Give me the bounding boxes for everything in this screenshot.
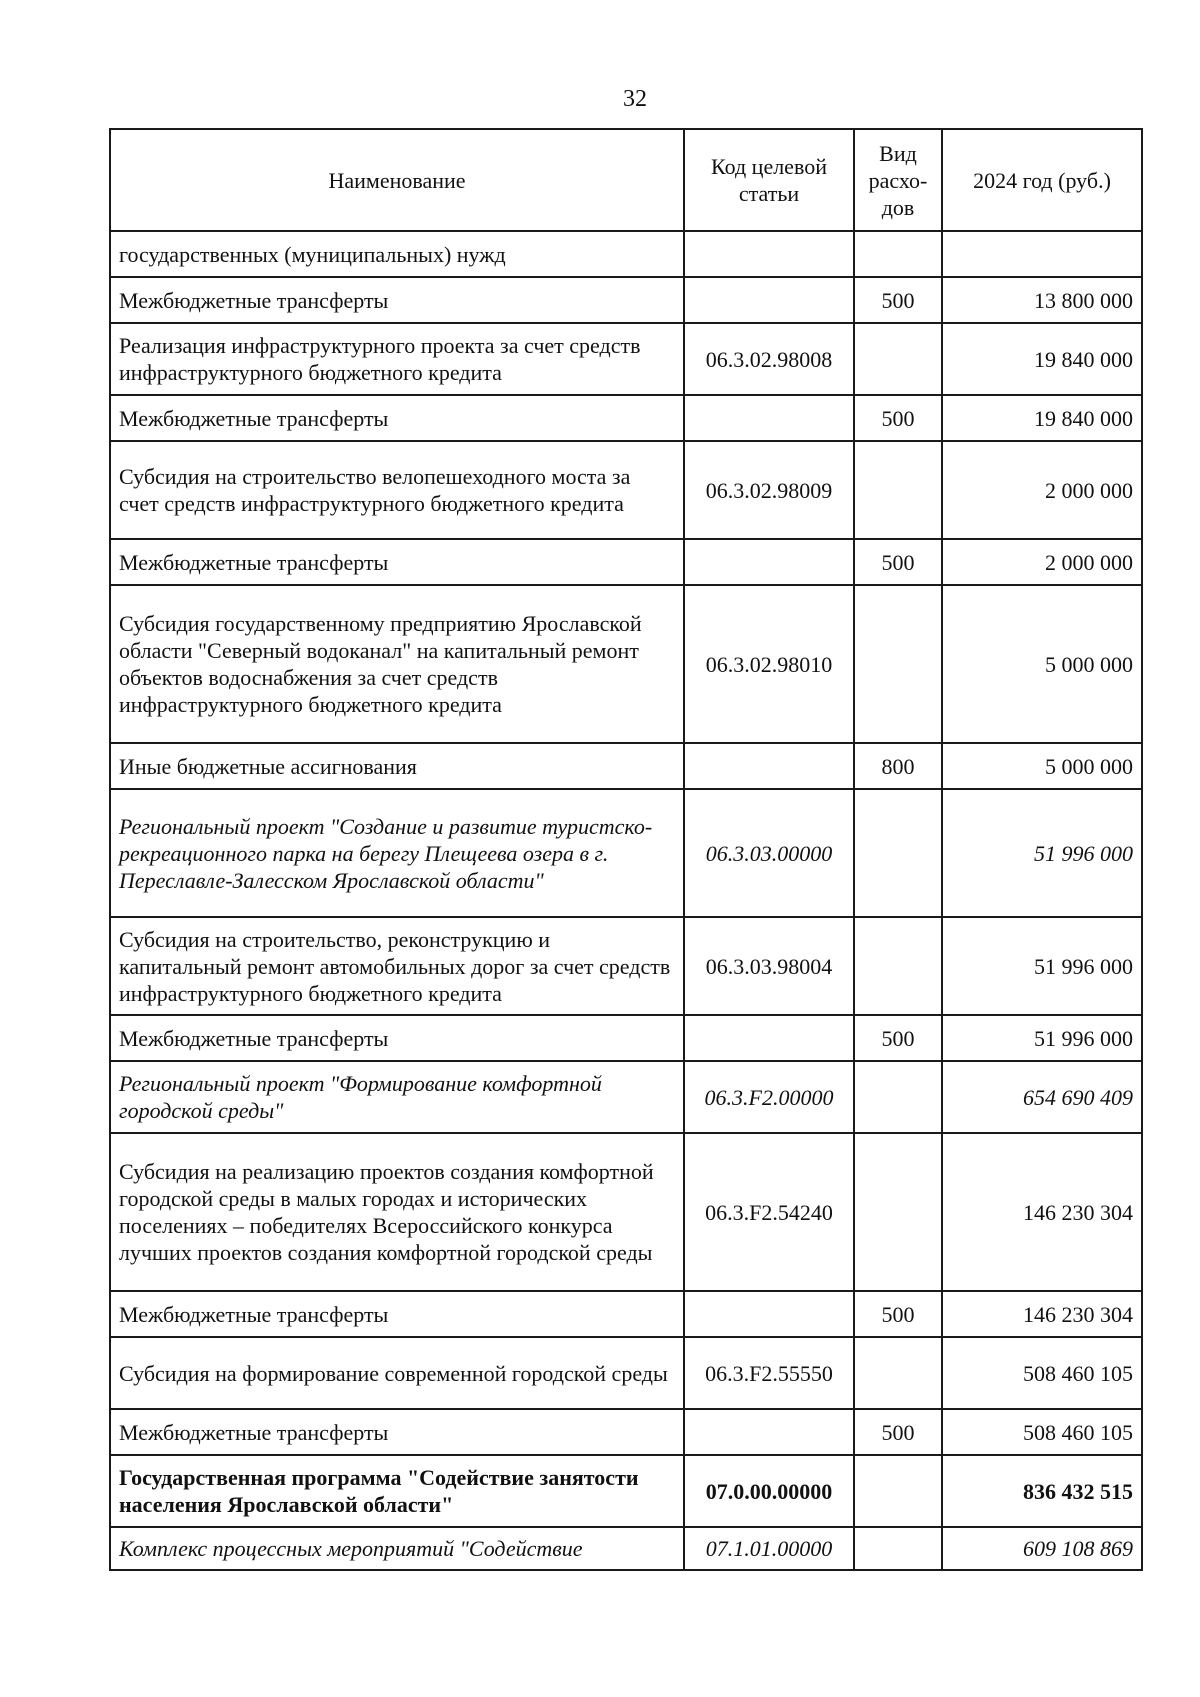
cell-name: Иные бюджетные ассигнования bbox=[110, 743, 684, 789]
table-row bbox=[110, 441, 1142, 539]
cell-type: 500 bbox=[854, 1015, 942, 1061]
table-row bbox=[110, 1527, 1142, 1570]
table-row bbox=[110, 1409, 1142, 1455]
table-row bbox=[110, 323, 1142, 395]
cell-amount: 5 000 000 bbox=[942, 743, 1142, 789]
cell-type: 500 bbox=[854, 539, 942, 585]
table-row bbox=[110, 1291, 1142, 1337]
cell-type: 500 bbox=[854, 1409, 942, 1455]
cell-name: Межбюджетные трансферты bbox=[110, 539, 684, 585]
cell-name: Субсидия на реализацию проектов создания комфортной городской среды в малых городах и исторических поселениях – победителях Всероссийского конкурса лучших проектов создания комфортной городской среды bbox=[110, 1133, 684, 1291]
cell-name: Межбюджетные трансферты bbox=[110, 1291, 684, 1337]
cell-code bbox=[684, 1015, 854, 1061]
table-row bbox=[110, 539, 1142, 585]
table-row bbox=[110, 1337, 1142, 1409]
cell-amount: 654 690 409 bbox=[942, 1061, 1142, 1133]
cell-type bbox=[854, 1133, 942, 1291]
table-row bbox=[110, 1455, 1142, 1527]
cell-type: 500 bbox=[854, 277, 942, 323]
cell-amount: 13 800 000 bbox=[942, 277, 1142, 323]
cell-type bbox=[854, 1337, 942, 1409]
budget-table bbox=[109, 128, 1143, 1571]
cell-name: Межбюджетные трансферты bbox=[110, 277, 684, 323]
cell-type bbox=[854, 585, 942, 743]
cell-amount: 2 000 000 bbox=[942, 441, 1142, 539]
cell-name: Межбюджетные трансферты bbox=[110, 1015, 684, 1061]
cell-amount bbox=[942, 231, 1142, 277]
cell-name: Субсидия на строительство велопешеходного моста за счет средств инфраструктурного бюджетного кредита bbox=[110, 441, 684, 539]
header-amount: 2024 год (руб.) bbox=[942, 129, 1142, 231]
cell-code: 06.3.F2.55550 bbox=[684, 1337, 854, 1409]
cell-name: Региональный проект "Формирование комфортной городской среды" bbox=[110, 1061, 684, 1133]
cell-amount: 51 996 000 bbox=[942, 789, 1142, 917]
header-code: Код целевой статьи bbox=[684, 129, 854, 231]
cell-code: 06.3.F2.54240 bbox=[684, 1133, 854, 1291]
cell-code bbox=[684, 395, 854, 441]
cell-type bbox=[854, 917, 942, 1015]
table-header-row bbox=[110, 129, 1142, 231]
cell-code: 06.3.03.00000 bbox=[684, 789, 854, 917]
cell-name: Межбюджетные трансферты bbox=[110, 395, 684, 441]
table-row bbox=[110, 743, 1142, 789]
table-row bbox=[110, 1015, 1142, 1061]
cell-type bbox=[854, 323, 942, 395]
cell-type: 500 bbox=[854, 1291, 942, 1337]
cell-name: государственных (муниципальных) нужд bbox=[110, 231, 684, 277]
cell-amount: 146 230 304 bbox=[942, 1133, 1142, 1291]
cell-name: Субсидия государственному предприятию Ярославской области "Северный водоканал" на капитальный ремонт объектов водоснабжения за счет средств инфраструктурного бюджетного кредита bbox=[110, 585, 684, 743]
cell-amount: 609 108 869 bbox=[942, 1527, 1142, 1570]
cell-amount: 19 840 000 bbox=[942, 323, 1142, 395]
cell-amount: 508 460 105 bbox=[942, 1337, 1142, 1409]
cell-type bbox=[854, 1061, 942, 1133]
cell-type bbox=[854, 789, 942, 917]
cell-code bbox=[684, 277, 854, 323]
cell-amount: 5 000 000 bbox=[942, 585, 1142, 743]
cell-amount: 508 460 105 bbox=[942, 1409, 1142, 1455]
cell-code: 06.3.02.98010 bbox=[684, 585, 854, 743]
header-name: Наименование bbox=[110, 129, 684, 231]
cell-code bbox=[684, 1291, 854, 1337]
cell-type bbox=[854, 1527, 942, 1570]
cell-code: 06.3.03.98004 bbox=[684, 917, 854, 1015]
cell-type: 500 bbox=[854, 395, 942, 441]
cell-code: 06.3.02.98008 bbox=[684, 323, 854, 395]
cell-code: 07.0.00.00000 bbox=[684, 1455, 854, 1527]
table-row bbox=[110, 395, 1142, 441]
cell-amount: 51 996 000 bbox=[942, 1015, 1142, 1061]
table-row bbox=[110, 585, 1142, 743]
cell-amount: 51 996 000 bbox=[942, 917, 1142, 1015]
cell-type bbox=[854, 231, 942, 277]
cell-code: 06.3.02.98009 bbox=[684, 441, 854, 539]
cell-name: Региональный проект "Создание и развитие туристско-рекреационного парка на берегу Плещеева озера в г. Переславле-Залесском Ярославской области" bbox=[110, 789, 684, 917]
table-row bbox=[110, 789, 1142, 917]
cell-name: Субсидия на строительство, реконструкцию и капитальный ремонт автомобильных дорог за счет средств инфраструктурного бюджетного кредита bbox=[110, 917, 684, 1015]
cell-name: Субсидия на формирование современной городской среды bbox=[110, 1337, 684, 1409]
cell-code bbox=[684, 1409, 854, 1455]
cell-code: 07.1.01.00000 bbox=[684, 1527, 854, 1570]
cell-type: 800 bbox=[854, 743, 942, 789]
table-body bbox=[110, 231, 1142, 1570]
cell-code bbox=[684, 539, 854, 585]
cell-name: Государственная программа "Содействие занятости населения Ярославской области" bbox=[110, 1455, 684, 1527]
cell-amount: 19 840 000 bbox=[942, 395, 1142, 441]
table-row bbox=[110, 1061, 1142, 1133]
cell-code bbox=[684, 743, 854, 789]
cell-amount: 146 230 304 bbox=[942, 1291, 1142, 1337]
cell-name: Межбюджетные трансферты bbox=[110, 1409, 684, 1455]
header-type: Вид расхо-дов bbox=[854, 129, 942, 231]
cell-type bbox=[854, 1455, 942, 1527]
cell-amount: 2 000 000 bbox=[942, 539, 1142, 585]
cell-name: Реализация инфраструктурного проекта за счет средств инфраструктурного бюджетного кредита bbox=[110, 323, 684, 395]
cell-code: 06.3.F2.00000 bbox=[684, 1061, 854, 1133]
table-row bbox=[110, 277, 1142, 323]
table-row bbox=[110, 917, 1142, 1015]
table-row bbox=[110, 1133, 1142, 1291]
table-row bbox=[110, 231, 1142, 277]
cell-name: Комплекс процессных мероприятий "Содействие bbox=[110, 1527, 684, 1570]
page-number: 32 bbox=[623, 86, 647, 112]
cell-amount: 836 432 515 bbox=[942, 1455, 1142, 1527]
cell-code bbox=[684, 231, 854, 277]
cell-type bbox=[854, 441, 942, 539]
